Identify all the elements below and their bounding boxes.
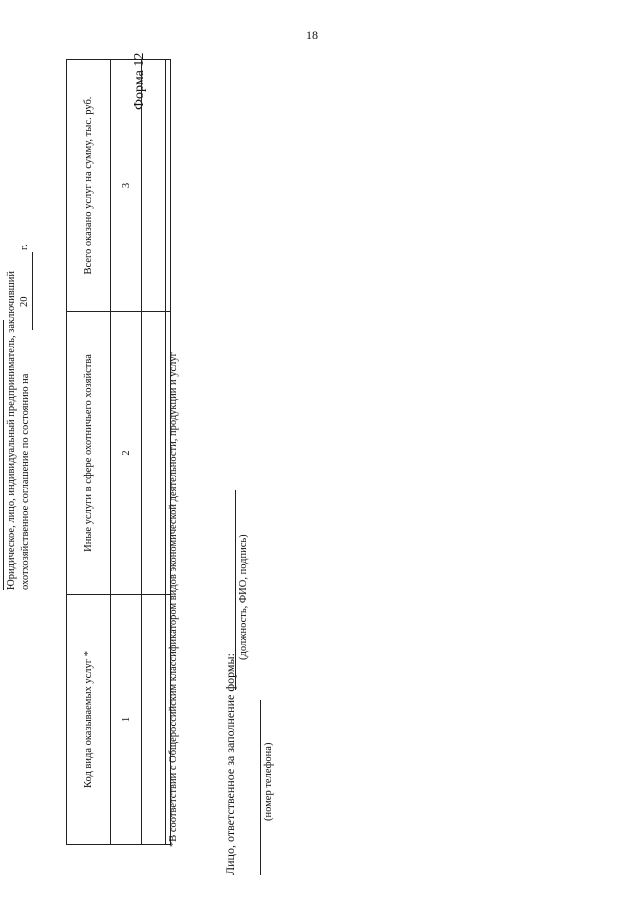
intro-rule <box>3 320 4 590</box>
responsible-signature-line <box>235 490 236 690</box>
column-number-3: 3 <box>111 60 142 312</box>
table-cell <box>142 595 166 845</box>
rotated-form <box>0 45 274 875</box>
form-label: Форма 12 <box>132 52 147 110</box>
column-number-2: 2 <box>111 312 142 595</box>
date-year: 20 <box>19 296 30 307</box>
intro-line-2: охотхозяйственное соглашение по состоянию на <box>20 373 31 590</box>
responsible-person-label: Лицо, ответственное за заполнение формы: <box>223 653 237 875</box>
responsible-caption: (должность, ФИО, подпись) <box>238 534 249 660</box>
table-number-row <box>111 60 142 845</box>
table-header-row <box>67 60 111 845</box>
phone-line <box>260 700 261 875</box>
phone-caption: (номер телефона) <box>263 742 274 821</box>
table-cell <box>142 312 166 595</box>
header-other-services: Иные услуги в сфере охотничьего хозяйства <box>67 312 111 595</box>
date-suffix: г. <box>19 244 30 250</box>
footnote: *В соответствии с Общероссийским классификатором видов экономической деятельности, продукции и услуг <box>168 352 179 847</box>
table-cell <box>142 60 166 312</box>
table-row <box>142 60 166 845</box>
column-number-1: 1 <box>111 595 142 845</box>
services-table <box>66 59 171 845</box>
page-number: 18 <box>306 28 318 42</box>
header-total-amount: Всего оказано услуг на сумму, тыс. руб. <box>67 60 111 312</box>
intro-line-1: Юридическое, лицо, индивидуальный предприниматель, заключивший <box>6 271 17 590</box>
header-service-code: Код вида оказываемых услуг * <box>67 595 111 845</box>
date-blank-line <box>32 252 33 330</box>
table-cell <box>166 60 171 312</box>
